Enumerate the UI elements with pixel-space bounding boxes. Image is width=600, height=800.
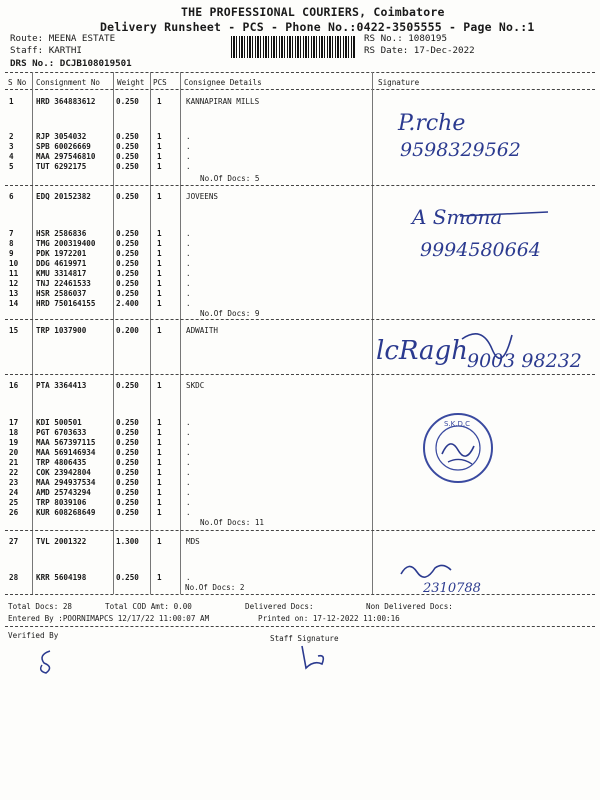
drs-number: DRS No.: DCJB108019501 xyxy=(10,58,132,69)
col-consignee: Consignee Details xyxy=(184,78,262,87)
rs-date: RS Date: 17-Dec-2022 xyxy=(364,45,475,56)
non-delivered-docs: Non Delivered Docs: xyxy=(366,602,453,611)
group-docs-count: No.Of Docs: 2 xyxy=(185,583,245,592)
verified-signature xyxy=(30,645,70,677)
rs-number: RS No.: 1080195 xyxy=(364,33,447,44)
total-cod: Total COD Amt: 0.00 xyxy=(105,602,192,611)
staff-signature-label: Staff Signature xyxy=(270,634,339,643)
col-consignment: Consignment No xyxy=(36,78,101,87)
svg-text:A Smona: A Smona xyxy=(412,205,503,229)
staff-label: Staff: KARTHI xyxy=(10,45,82,56)
printed-on: Printed on: 17-12-2022 11:00:16 xyxy=(258,614,400,623)
col-signature: Signature xyxy=(378,78,420,87)
svg-text:9994580664: 9994580664 xyxy=(420,239,541,261)
col-sno: S No xyxy=(8,78,27,87)
signature-group-2 xyxy=(400,198,590,268)
document-title: THE PROFESSIONAL COURIERS, Coimbatore xyxy=(181,5,445,19)
entered-by: Entered By :POORNIMAPCS 12/17/22 11:00:07 AM xyxy=(8,614,210,623)
svg-text:2310788: 2310788 xyxy=(423,581,481,596)
signature-group-3 xyxy=(372,325,597,380)
total-docs: Total Docs: 28 xyxy=(8,602,73,611)
delivered-docs: Delivered Docs: xyxy=(245,602,314,611)
signature-group-1 xyxy=(380,100,580,170)
svg-text:9598329562: 9598329562 xyxy=(400,139,521,161)
col-pcs: PCS xyxy=(153,78,167,87)
svg-text:lcRagh: lcRagh xyxy=(376,336,468,366)
group-docs-count: No.Of Docs: 11 xyxy=(200,518,265,527)
verified-by-label: Verified By xyxy=(8,631,59,640)
round-stamp xyxy=(420,410,496,486)
col-weight: Weight xyxy=(117,78,145,87)
barcode xyxy=(231,36,355,58)
document-subtitle: Delivery Runsheet - PCS - Phone No.:0422-3505555 - Page No.:1 xyxy=(100,20,535,34)
group-docs-count: No.Of Docs: 5 xyxy=(200,174,260,183)
svg-text:S.K.D.C: S.K.D.C xyxy=(444,420,470,428)
staff-signature-mark xyxy=(296,640,336,674)
svg-text:9003 98232: 9003 98232 xyxy=(467,350,582,372)
signature-group-5 xyxy=(395,552,515,598)
group-docs-count: No.Of Docs: 9 xyxy=(200,309,260,318)
svg-text:P.rche: P.rche xyxy=(398,111,466,136)
route-label: Route: MEENA ESTATE xyxy=(10,33,116,44)
